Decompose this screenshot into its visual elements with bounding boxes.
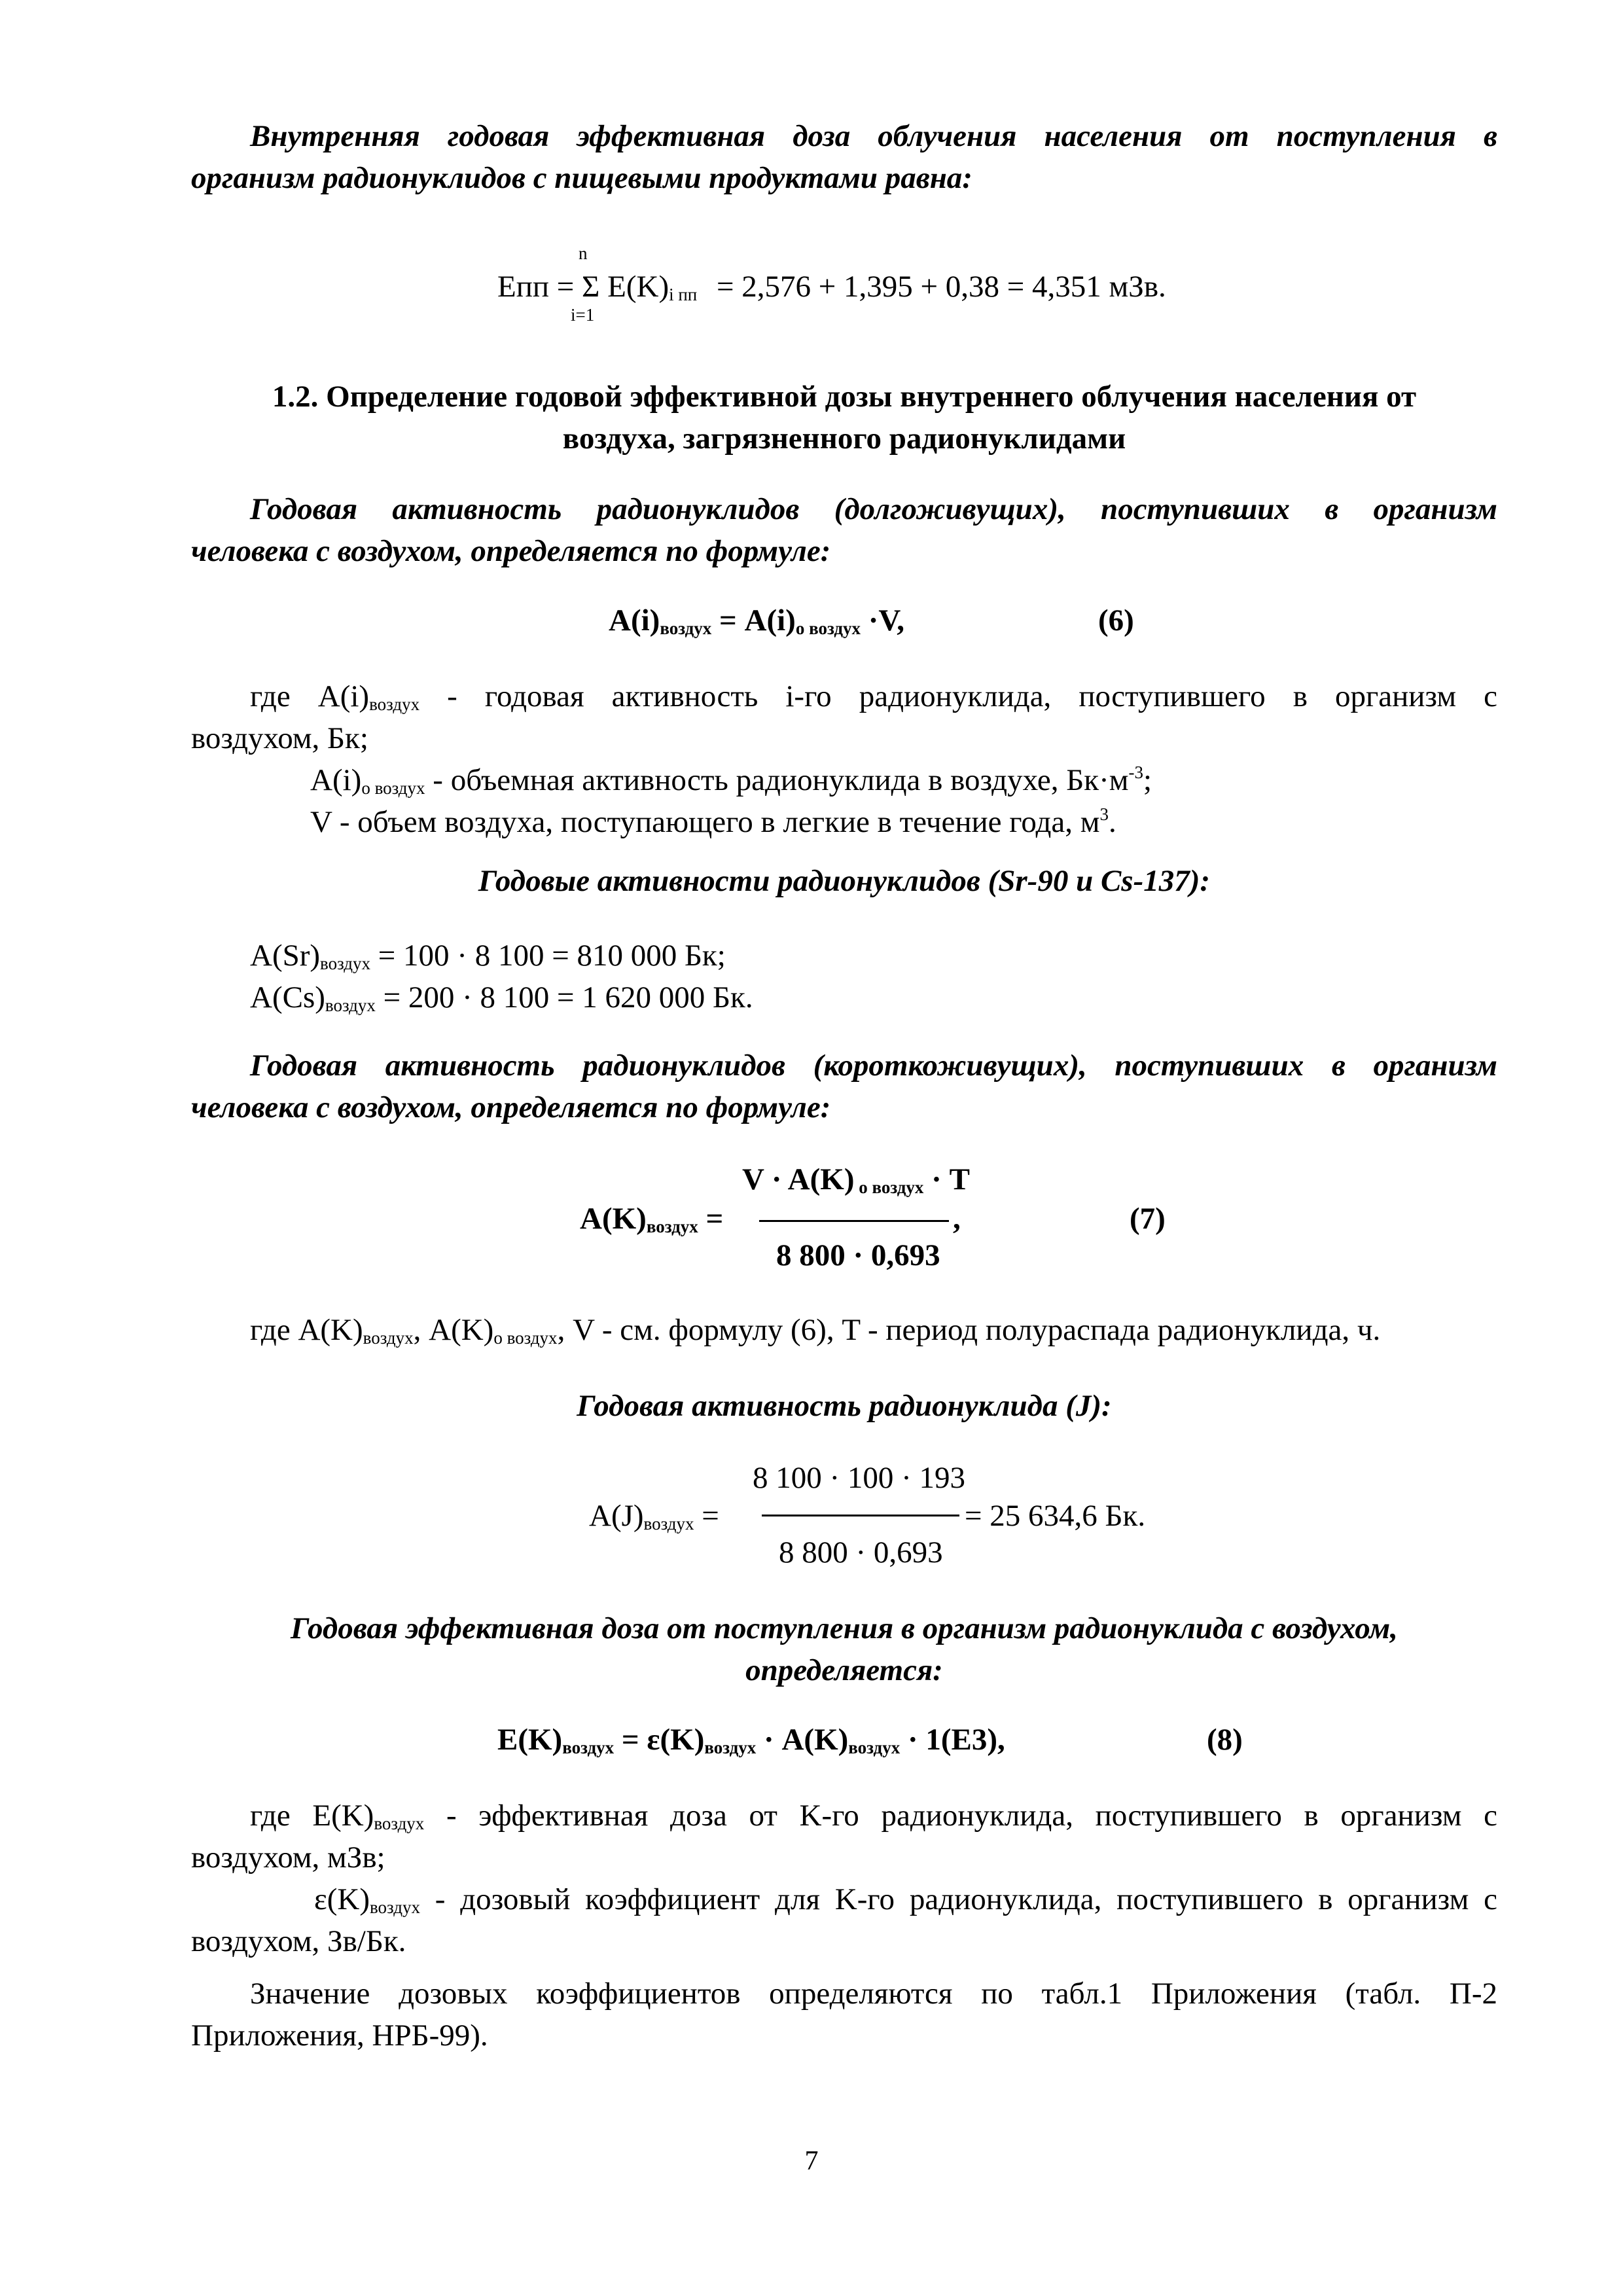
where-6-line-2: воздухом, Бк; [191, 721, 368, 755]
where-8-line-3: $\varepsilon(K)_{воздух}$ - дозовый коэффициент для K-го радионуклида, поступившего в организм с [314, 1882, 1497, 1917]
long-lived-paragraph [191, 488, 1497, 572]
intro-line-2: организм радионуклидов с пищевыми продуктами равна: [191, 161, 972, 195]
short-lived-line-2: человека с воздухом, определяется по формуле: [191, 1090, 831, 1124]
sum-equals: = [556, 270, 575, 304]
formula-7-denominator: 8 800 · 0,693 [776, 1238, 940, 1272]
sum-upper-limit: n [579, 243, 588, 263]
closing-paragraph [191, 1973, 1497, 2056]
short-lived-line-1: Годовая активность радионуклидов (короткоживущих), поступивших в организм [250, 1049, 1497, 1083]
where-6-line-1: где $A(i)_{воздух}$ - годовая активность i-го радионуклида, поступившего в организм с [250, 679, 1497, 714]
iodine-denominator: 8 800 · 0,693 [779, 1535, 943, 1570]
closing-line-2: Приложения, НРБ-99). [191, 2018, 488, 2053]
intro-line-1: Внутренняя годовая эффективная доза облучения населения от поступления в [250, 119, 1497, 153]
iodine-numerator: 8 100 · 100 · 193 [753, 1461, 966, 1495]
iodine-lhs: $A(J)_{воздух}$ = [589, 1499, 719, 1534]
sum-lower-limit: i=1 [571, 305, 595, 325]
formula-7-fraction-line [759, 1220, 949, 1222]
section-heading [191, 376, 1497, 459]
dose-heading-line-2: определяется: [745, 1653, 943, 1687]
section-heading-line-2: воздуха, загрязненного радионуклидами [562, 422, 1126, 456]
formula-6-number: (6) [1098, 603, 1134, 637]
where-8-line-2: воздухом, мЗв; [191, 1840, 385, 1874]
formula-7-lhs: $A(K)_{воздух}$ = [580, 1202, 724, 1236]
iodine-rhs: = 25 634,6 Бк. [965, 1499, 1146, 1533]
where-7-line: где $A(K)_{воздух}$, $A(K)_{о воздух}$, V - см. формулу (6), T - период полураспада радионуклида, ч. [250, 1313, 1381, 1348]
sum-rhs: = 2,576 + 1,395 + 0,38 = 4,351 мЗв. [717, 270, 1166, 304]
section-heading-line-1: 1.2. Определение годовой эффективной дозы внутреннего облучения населения от [272, 380, 1417, 414]
formula-7-comma: , [953, 1202, 961, 1236]
sr-calculation: $A(Sr)_{воздух} = 100 \cdot 8$ 100 = 810 000 Бк; [250, 939, 726, 973]
long-lived-line-2: человека с воздухом, определяется по формуле: [191, 534, 831, 568]
where-8-line-1: где $E(K)_{воздух}$ - эффективная доза от K-го радионуклида, поступившего в организм с [250, 1799, 1498, 1833]
sr-cs-heading: Годовые активности радионуклидов (Sr-90 и Cs-137): [478, 864, 1211, 898]
intro-paragraph [191, 115, 1497, 199]
closing-line-1: Значение дозовых коэффициентов определяются по табл.1 Приложения (табл. П-2 [250, 1977, 1497, 2011]
cs-calculation: $A(Cs)_{воздух} = 200 \cdot 8$ 100 = 1 620 000 Бк. [250, 980, 753, 1015]
sum-lhs [497, 266, 1166, 308]
where-8-line-4: воздухом, Зв/Бк. [191, 1924, 406, 1958]
sum-lhs-symbol: Eпп [497, 270, 550, 304]
sr-cs-calculations [250, 935, 753, 1018]
where-8-block [191, 1795, 1497, 1962]
iodine-fraction-line [762, 1515, 959, 1516]
formula-6: $A(i)_{воздух} = A(i)_{o воздух} \cdot V$, [609, 603, 905, 638]
page-number: 7 [804, 2146, 819, 2176]
dose-heading [191, 1607, 1497, 1691]
sum-formula [497, 236, 1283, 334]
sum-sigma: Σ [582, 270, 600, 304]
long-lived-line-1: Годовая активность радионуклидов (долгоживущих), поступивших в организм [250, 492, 1497, 526]
formula-7-number: (7) [1130, 1202, 1166, 1236]
formula-8: $E(K)_{воздух} = \varepsilon(K)_{воздух} \cdot A(K)_{воздух} \cdot 1(E3)$, [497, 1723, 1005, 1757]
where-6-line-4: V - объем воздуха, поступающего в легкие в течение года, $м^3$. [310, 804, 1116, 839]
where-6-line-3: $A(i)_{о воздух}$ - объемная активность радионуклида в воздухе, $Бк\cdot м^{-3}$; [310, 762, 1152, 798]
where-6-block [191, 675, 1497, 843]
iodine-heading: Годовая активность радионуклида (J): [577, 1389, 1112, 1423]
dose-heading-line-1: Годовая эффективная доза от поступления в организм радионуклида с воздухом, [291, 1611, 1398, 1645]
formula-7-numerator: V · A(K) $_{о воздух}$ · T [742, 1162, 970, 1197]
formula-8-number: (8) [1207, 1723, 1243, 1757]
sum-term: $E(K)_{i пп}$ [607, 270, 698, 304]
short-lived-paragraph [191, 1045, 1497, 1128]
